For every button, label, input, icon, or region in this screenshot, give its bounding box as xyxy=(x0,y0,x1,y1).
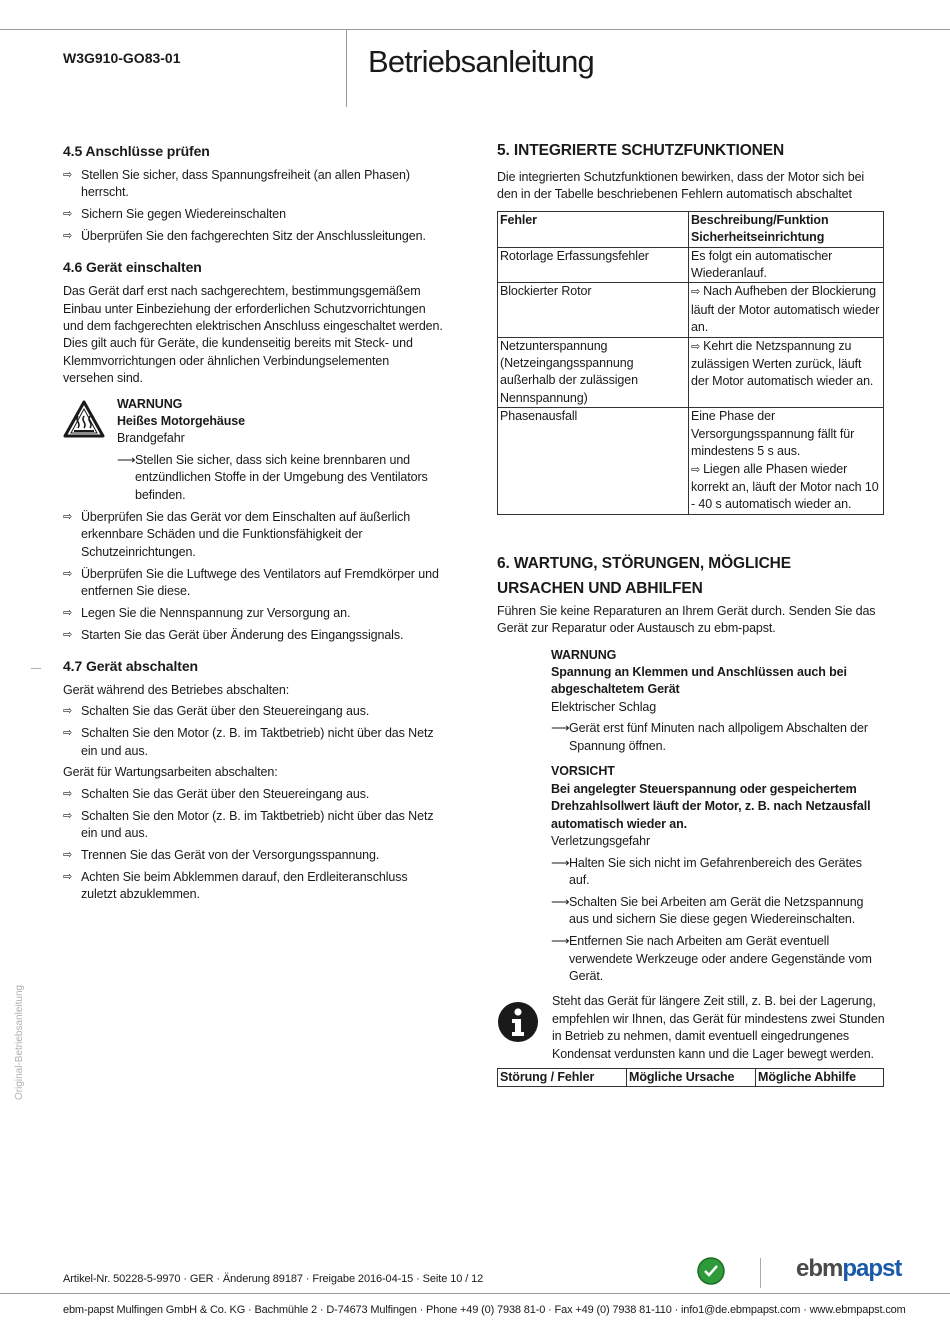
info-icon xyxy=(497,1001,539,1043)
warning-label: WARNUNG xyxy=(117,396,183,411)
table-row xyxy=(498,283,884,337)
table-cell: Rotorlage Erfassungsfehler xyxy=(498,247,689,283)
double-arrow-icon: ⇨ xyxy=(63,809,73,822)
warning-block xyxy=(63,396,443,504)
page-title: Betriebsanleitung xyxy=(368,44,594,79)
double-arrow-icon: ⇨ xyxy=(63,628,73,641)
list-item: ⇨ Schalten Sie das Gerät über den Steuereingang aus. xyxy=(63,703,443,720)
info-text: Steht das Gerät für längere Zeit still, z. B. bei der Lagerung, empfehlen wir Ihnen, das Gerät für mindestens zwei Stunden in Betrieb zu nehmen, damit eventuell eingedrungenes Kondensat verdunsten kann und die Lager bewegt werden. xyxy=(552,994,885,1061)
right-column xyxy=(497,141,885,1087)
caution-action: ⟶ Halten Sie sich nicht im Gefahrenbereich des Gerätes auf. xyxy=(551,854,862,887)
double-arrow-icon: ⇨ xyxy=(63,849,73,862)
double-arrow-icon: ⇨ xyxy=(63,705,73,718)
double-arrow-icon: ⇨ xyxy=(63,230,73,243)
warning-title: Heißes Motorgehäuse xyxy=(117,413,245,428)
section-heading-6: 6. WARTUNG, STÖRUNGEN, MÖGLICHE xyxy=(497,554,791,572)
section-heading-4-7: 4.7 Gerät abschalten xyxy=(63,657,198,674)
list-item: ⇨ Schalten Sie das Gerät über den Steuereingang aus. xyxy=(63,786,443,803)
section-heading-5: 5. INTEGRIERTE SCHUTZFUNKTIONEN xyxy=(497,142,785,159)
list-item: ⇨ Sichern Sie gegen Wiedereinschalten xyxy=(63,206,443,223)
double-arrow-icon: ⇨ xyxy=(63,607,73,620)
warning-title: Spannung an Klemmen und Anschlüssen auch bei abgeschaltetem Gerät xyxy=(551,664,847,697)
warning-action: ⟶ Stellen Sie sicher, dass sich keine brennbaren und entzündlichen Stoffe in der Umgebung des Ventilators befinden. xyxy=(117,451,428,502)
list-item: ⇨ Achten Sie beim Abklemmen darauf, den Erdleiteranschluss zuletzt abzuklemmen. xyxy=(63,870,408,902)
table-cell: ⇨ Nach Aufheben der Blockierung läuft der Motor automatisch wieder an. xyxy=(689,283,884,337)
warning-subtitle: Elektrischer Schlag xyxy=(551,699,657,714)
footer-article: Artikel-Nr. 50228-5-9970 · GER · Änderung 89187 · Freigabe 2016-04-15 · Seite 10 / 12 xyxy=(63,1273,484,1285)
table-row xyxy=(498,337,884,408)
double-arrow-icon: ⇨ xyxy=(691,340,704,353)
table-row xyxy=(498,408,884,514)
warning-label: WARNUNG xyxy=(551,647,617,662)
table-cell: Phasenausfall xyxy=(498,408,689,514)
table-cell: Eine Phase der Versorgungsspannung fällt für mindestens 5 s aus. ⇨ Liegen alle Phasen wieder korrekt an, läuft der Motor nach 10 - 40 s automatisch wieder an. xyxy=(689,408,884,514)
caution-action: ⟶ Entfernen Sie nach Arbeiten am Gerät eventuell verwendete Werkzeuge oder andere Gegenstände vom Gerät. xyxy=(551,933,872,983)
caution-label: VORSICHT xyxy=(551,764,615,779)
paragraph: Gerät während des Betriebes abschalten: xyxy=(63,682,290,697)
table-header: Mögliche Abhilfe xyxy=(756,1068,884,1086)
caution-subtitle: Verletzungsgefahr xyxy=(551,834,651,849)
info-block xyxy=(497,993,885,1063)
caution-title: Bei angelegter Steuerspannung oder gespeichertem Drehzahlsollwert läuft der Motor, z. B. nach Netzausfall automatisch wieder an. xyxy=(551,781,871,831)
warning-action: ⟶ Gerät erst fünf Minuten nach allpoligem Abschalten der Spannung öffnen. xyxy=(551,720,868,753)
long-arrow-icon: ⟶ xyxy=(551,720,570,736)
double-arrow-icon: ⇨ xyxy=(691,286,704,299)
long-arrow-icon: ⟶ xyxy=(117,451,136,467)
long-arrow-icon: ⟶ xyxy=(551,933,570,949)
section-heading-4-6: 4.6 Gerät einschalten xyxy=(63,259,202,276)
long-arrow-icon: ⟶ xyxy=(551,854,570,870)
warning-subtitle: Brandgefahr xyxy=(117,431,185,446)
model-number: W3G910-GO83-01 xyxy=(63,50,181,66)
table-header: Mögliche Ursache xyxy=(627,1068,756,1086)
double-arrow-icon: ⇨ xyxy=(63,208,73,221)
header-rule xyxy=(0,29,950,30)
sidebar-text: Original-Betriebsanleitung xyxy=(14,984,25,1100)
table-cell: Blockierter Rotor xyxy=(498,283,689,337)
table-header: Fehler xyxy=(498,211,689,247)
list-item: ⇨ Überprüfen Sie das Gerät vor dem Einschalten auf äußerlich erkennbare Schäden und die Funktionsfähigkeit der Schutzeinrichtungen. xyxy=(63,510,411,559)
protection-table xyxy=(497,211,884,515)
troubleshooting-table xyxy=(497,1068,884,1087)
double-arrow-icon: ⇨ xyxy=(63,511,73,523)
paragraph: Führen Sie keine Reparaturen an Ihrem Gerät durch. Senden Sie das Gerät zur Reparatur oder Austausch zu ebm-papst. xyxy=(497,603,876,636)
logo-divider xyxy=(760,1258,761,1288)
paragraph: Die integrierten Schutzfunktionen bewirken, dass der Motor sich bei den in der Tabelle beschriebenen Fehlern automatisch abschaltet xyxy=(497,170,865,202)
double-arrow-icon: ⇨ xyxy=(63,787,73,800)
list-item: ⇨ Schalten Sie den Motor (z. B. im Taktbetrieb) nicht über das Netz ein und aus. xyxy=(63,808,434,841)
margin-mark: — xyxy=(31,663,41,674)
list-item: ⇨ Schalten Sie den Motor (z. B. im Taktbetrieb) nicht über das Netz ein und aus. xyxy=(63,726,434,758)
table-cell: Es folgt ein automatischer Wiederanlauf. xyxy=(689,247,884,283)
section-heading-6-cont: URSACHEN UND ABHILFEN xyxy=(497,579,703,597)
left-column xyxy=(63,141,443,908)
list-item: ⇨ Starten Sie das Gerät über Änderung des Eingangssignals. xyxy=(63,627,443,644)
warning-block xyxy=(497,647,885,986)
double-arrow-icon: ⇨ xyxy=(691,463,704,476)
paragraph: Das Gerät darf erst nach sachgerechtem, bestimmungsgemäßem Einbau unter Einbeziehung der erforderlichen Schutzvorrichtungen und dem fachgerechten elektrischen Anschluss eingeschaltet werden. Dies gilt auch für Geräte, die kundenseitig bereits mit Steck- und Klemmvorrichtungen oder ähnlichen Verbindungselementen versehen sind. xyxy=(63,284,443,386)
double-arrow-icon: ⇨ xyxy=(63,871,73,883)
paragraph: Gerät für Wartungsarbeiten abschalten: xyxy=(63,765,278,780)
footer-company: ebm-papst Mulfingen GmbH & Co. KG · Bachmühle 2 · D-74673 Mulfingen · Phone +49 (0) 7938 81-0 · Fax +49 (0) 7938 81-110 · info1@de.ebmpapst.com · www.ebmpapst.com xyxy=(63,1304,906,1316)
table-header: Beschreibung/Funktion Sicherheitseinrichtung xyxy=(689,211,884,247)
table-row xyxy=(498,247,884,283)
list-item: ⇨ Stellen Sie sicher, dass Spannungsfreiheit (an allen Phasen) herrscht. xyxy=(63,168,410,200)
hot-surface-warning-icon xyxy=(63,400,105,438)
list-item: ⇨ Legen Sie die Nennspannung zur Versorgung an. xyxy=(63,605,443,622)
green-tech-badge-icon xyxy=(697,1257,725,1285)
list-item: ⇨ Trennen Sie das Gerät von der Versorgungsspannung. xyxy=(63,847,443,864)
double-arrow-icon: ⇨ xyxy=(63,727,73,740)
double-arrow-icon: ⇨ xyxy=(63,567,73,580)
double-arrow-icon: ⇨ xyxy=(63,169,73,181)
table-header: Störung / Fehler xyxy=(498,1068,627,1086)
ebmpapst-logo: ebmpapst xyxy=(796,1255,902,1282)
table-cell: ⇨ Kehrt die Netzspannung zu zulässigen Werten zurück, läuft der Motor automatisch wieder an. xyxy=(689,337,884,408)
caution-action: ⟶ Schalten Sie bei Arbeiten am Gerät die Netzspannung aus und sichern Sie diese gegen Wiedereinschalten. xyxy=(551,893,864,927)
footer-rule xyxy=(0,1293,950,1294)
list-item: ⇨ Überprüfen Sie die Luftwege des Ventilators auf Fremdkörper und entfernen Sie diese. xyxy=(63,566,439,599)
list-item: ⇨ Überprüfen Sie den fachgerechten Sitz der Anschlussleitungen. xyxy=(63,228,443,245)
long-arrow-icon: ⟶ xyxy=(551,893,570,909)
table-cell: Netzunterspannung (Netzeingangsspannung außerhalb der zulässigen Nennspannung) xyxy=(498,337,689,408)
header-divider xyxy=(346,29,347,107)
section-heading-4-5: 4.5 Anschlüsse prüfen xyxy=(63,143,210,159)
